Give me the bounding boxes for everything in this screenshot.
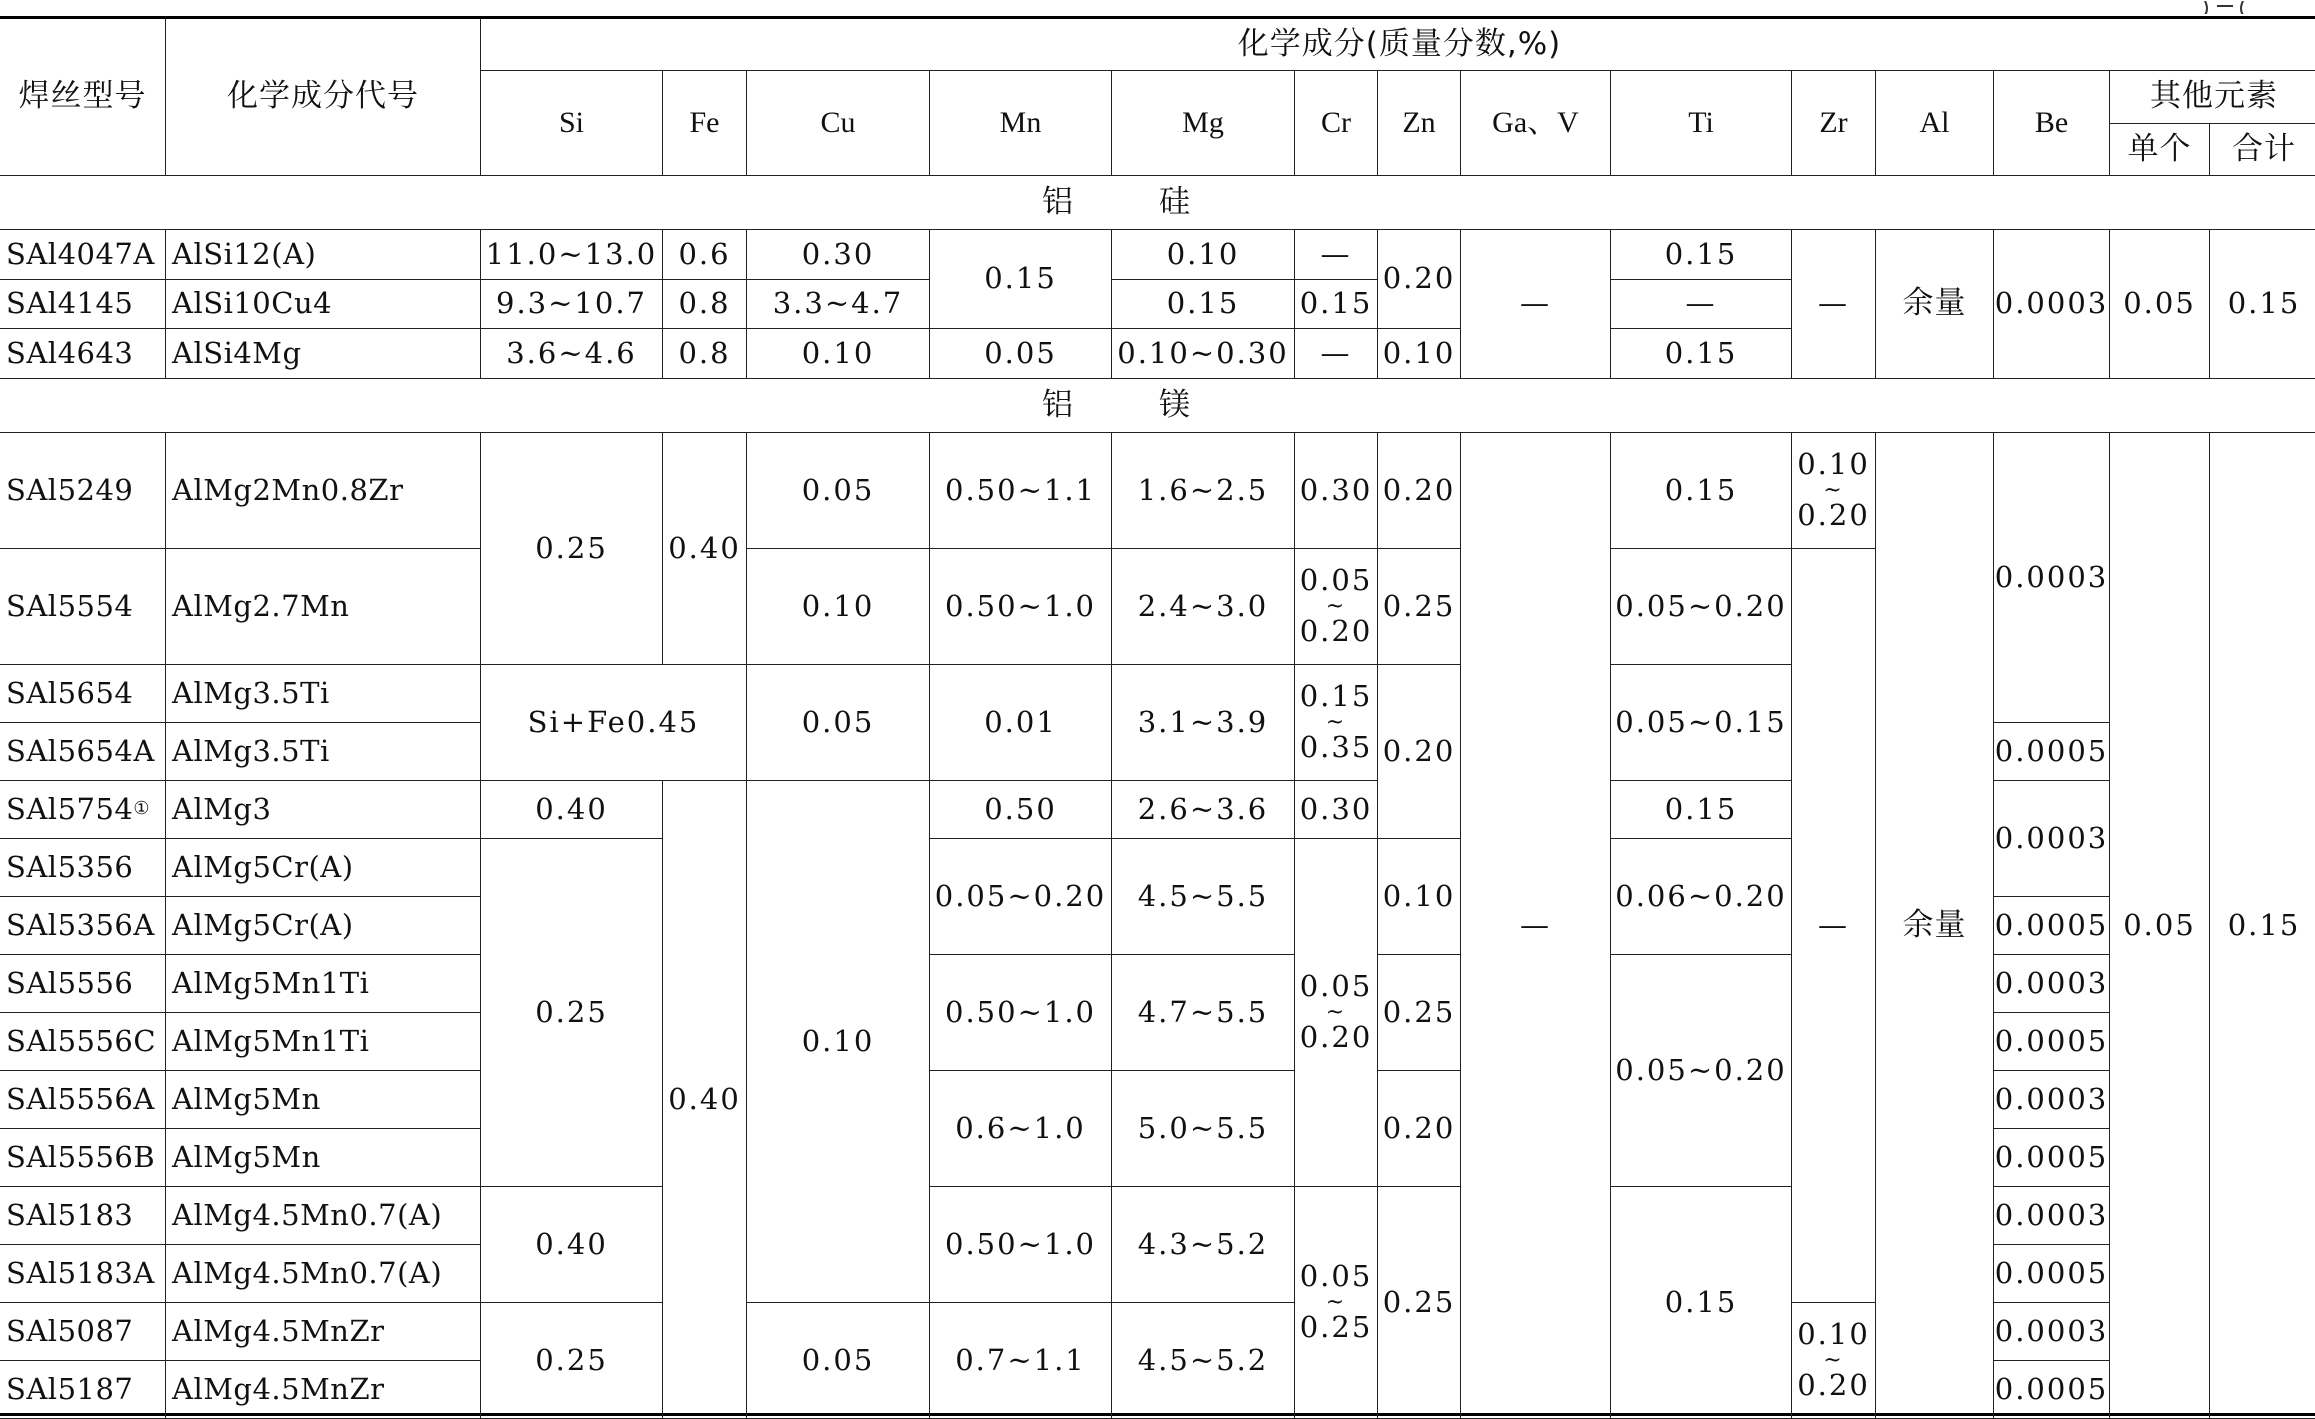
chem-code-cell: AlMg4.5MnZr bbox=[166, 1303, 481, 1361]
cu-value-cell: 0.05 bbox=[747, 1303, 930, 1419]
chem-code-cell: AlMg2Mn0.8Zr bbox=[166, 433, 481, 549]
wire-model-cell: SAl5654A bbox=[0, 723, 166, 781]
range-to: 0.20 bbox=[1797, 498, 1870, 533]
be-value-cell: 0.0003 bbox=[1994, 955, 2110, 1013]
cr-value-cell: 0.30 bbox=[1295, 781, 1378, 839]
range-to: 0.25 bbox=[1299, 1310, 1373, 1345]
chem-code-cell: AlSi12(A) bbox=[166, 230, 481, 280]
header-element-si: Si bbox=[481, 71, 663, 176]
header-element-cu: Cu bbox=[747, 71, 930, 176]
si-value-cell: 0.40 bbox=[481, 781, 663, 839]
zn-value-cell: 0.20 bbox=[1378, 665, 1461, 839]
cr-range-cell bbox=[1295, 549, 1378, 665]
range-from: 0.10 bbox=[1797, 446, 1870, 481]
mn-value-cell: 0.50~1.0 bbox=[930, 955, 1112, 1071]
wire-model-cell: SAl5087 bbox=[0, 1303, 166, 1361]
chem-code-cell: AlMg5Mn1Ti bbox=[166, 955, 481, 1013]
range-from: 0.05 bbox=[1299, 968, 1373, 1003]
be-value-cell: 0.0003 bbox=[1994, 1071, 2110, 1129]
wire-model-cell: SAl4145 bbox=[0, 280, 166, 329]
fe-value-cell: 0.8 bbox=[663, 280, 747, 329]
zr-range-cell bbox=[1792, 433, 1876, 549]
ti-value-cell: 0.05~0.20 bbox=[1611, 955, 1792, 1187]
header-element-ga-v: Ga、V bbox=[1461, 71, 1611, 176]
wire-model-cell: SAl4643 bbox=[0, 329, 166, 379]
other-total-value-cell: 0.15 bbox=[2210, 230, 2315, 379]
cr-range-cell bbox=[1295, 665, 1378, 781]
header-chem-code: 化学成分代号 bbox=[166, 19, 481, 176]
chem-code-cell: AlMg2.7Mn bbox=[166, 549, 481, 665]
fe-value-cell: 0.8 bbox=[663, 329, 747, 379]
be-value-cell: 0.0005 bbox=[1994, 1361, 2110, 1419]
ti-value-cell: 0.15 bbox=[1611, 329, 1792, 379]
be-value-cell: 0.0003 bbox=[1994, 1303, 2110, 1361]
mg-value-cell: 2.4~3.0 bbox=[1112, 549, 1295, 665]
range-separator: ~ bbox=[1325, 1289, 1347, 1315]
range-from: 0.05 bbox=[1299, 1258, 1373, 1293]
chem-code-cell: AlMg5Mn1Ti bbox=[166, 1013, 481, 1071]
mn-value-cell: 0.7~1.1 bbox=[930, 1303, 1112, 1419]
chem-code-cell: AlMg3.5Ti bbox=[166, 665, 481, 723]
zn-value-cell: 0.10 bbox=[1378, 329, 1461, 379]
cropped-text-fragment-icon bbox=[2195, 1, 2315, 14]
chem-code-cell: AlMg3.5Ti bbox=[166, 723, 481, 781]
ti-value-cell: 0.15 bbox=[1611, 230, 1792, 280]
si-fe-combined-cell: Si+Fe0.45 bbox=[481, 665, 747, 781]
range-separator: ~ bbox=[1325, 999, 1347, 1025]
chem-code-cell: AlMg4.5Mn0.7(A) bbox=[166, 1187, 481, 1245]
wire-model-cell: SAl5187 bbox=[0, 1361, 166, 1419]
range-separator: ~ bbox=[1823, 477, 1844, 503]
ti-value-cell: 0.15 bbox=[1611, 433, 1792, 549]
si-value-cell: 0.40 bbox=[481, 1187, 663, 1303]
range-to: 0.20 bbox=[1299, 614, 1373, 649]
cr-value-cell: 0.30 bbox=[1295, 433, 1378, 549]
range-separator: ~ bbox=[1325, 593, 1347, 619]
wire-model-cell: SAl5556C bbox=[0, 1013, 166, 1071]
wire-model-text: SAl5754 bbox=[6, 791, 134, 826]
be-value-cell: 0.0003 bbox=[1994, 230, 2110, 379]
ga-v-value-cell: — bbox=[1461, 230, 1611, 379]
mn-value-cell: 0.50~1.0 bbox=[930, 1187, 1112, 1303]
si-value-cell: 3.6~4.6 bbox=[481, 329, 663, 379]
cr-range-cell bbox=[1295, 1187, 1378, 1419]
header-other-single: 单个 bbox=[2110, 124, 2210, 176]
fe-value-cell: 0.6 bbox=[663, 230, 747, 280]
mg-value-cell: 3.1~3.9 bbox=[1112, 665, 1295, 781]
cu-value-cell: 0.10 bbox=[747, 781, 930, 1303]
mn-value-cell: 0.6~1.0 bbox=[930, 1071, 1112, 1187]
si-value-cell: 11.0~13.0 bbox=[481, 230, 663, 280]
range-from: 0.10 bbox=[1797, 1316, 1870, 1351]
si-value-cell: 0.25 bbox=[481, 839, 663, 1187]
ga-v-value-cell: — bbox=[1461, 433, 1611, 1419]
range-from: 0.15 bbox=[1299, 678, 1373, 713]
cu-value-cell: 0.05 bbox=[747, 665, 930, 781]
mn-value-cell: 0.15 bbox=[930, 230, 1112, 329]
be-value-cell: 0.0003 bbox=[1994, 433, 2110, 723]
mn-value-cell: 0.50~1.1 bbox=[930, 433, 1112, 549]
zn-value-cell: 0.20 bbox=[1378, 1071, 1461, 1187]
cropped-header-fragment bbox=[2195, 0, 2315, 14]
other-total-value-cell: 0.15 bbox=[2210, 433, 2315, 1419]
header-element-fe: Fe bbox=[663, 71, 747, 176]
cr-value-cell: 0.15 bbox=[1295, 280, 1378, 329]
mg-value-cell: 4.5~5.5 bbox=[1112, 839, 1295, 955]
cu-value-cell: 0.10 bbox=[747, 329, 930, 379]
zn-value-cell: 0.20 bbox=[1378, 433, 1461, 549]
zr-value-cell: — bbox=[1792, 230, 1876, 379]
header-wire-model: 焊丝型号 bbox=[0, 19, 166, 176]
wire-model-cell: SAl5183 bbox=[0, 1187, 166, 1245]
mg-value-cell: 4.3~5.2 bbox=[1112, 1187, 1295, 1303]
si-value-cell: 0.25 bbox=[481, 433, 663, 665]
wire-model-cell: SAl5654 bbox=[0, 665, 166, 723]
cr-value-cell: — bbox=[1295, 230, 1378, 280]
header-element-mn: Mn bbox=[930, 71, 1112, 176]
zr-value-cell: — bbox=[1792, 549, 1876, 1303]
be-value-cell: 0.0005 bbox=[1994, 897, 2110, 955]
zn-value-cell: 0.20 bbox=[1378, 230, 1461, 329]
cu-value-cell: 0.05 bbox=[747, 433, 930, 549]
ti-value-cell: 0.05~0.15 bbox=[1611, 665, 1792, 781]
chem-code-cell: AlMg5Mn bbox=[166, 1129, 481, 1187]
header-element-ti: Ti bbox=[1611, 71, 1792, 176]
section-al-si: 铝硅 bbox=[0, 176, 2315, 230]
be-value-cell: 0.0005 bbox=[1994, 1013, 2110, 1071]
cr-range-cell bbox=[1295, 839, 1378, 1187]
mg-value-cell: 0.10~0.30 bbox=[1112, 329, 1295, 379]
fe-value-cell: 0.40 bbox=[663, 781, 747, 1419]
chem-code-cell: AlSi4Mg bbox=[166, 329, 481, 379]
al-balance-cell: 余量 bbox=[1876, 433, 1994, 1419]
be-value-cell: 0.0003 bbox=[1994, 781, 2110, 897]
range-to: 0.20 bbox=[1797, 1368, 1870, 1403]
wire-model-cell: SAl4047A bbox=[0, 230, 166, 280]
chem-code-cell: AlMg5Mn bbox=[166, 1071, 481, 1129]
composition-table bbox=[0, 16, 2315, 1416]
wire-model-cell: SAl5556B bbox=[0, 1129, 166, 1187]
wire-model-cell: SAl5356 bbox=[0, 839, 166, 897]
be-value-cell: 0.0005 bbox=[1994, 723, 2110, 781]
mn-value-cell: 0.50 bbox=[930, 781, 1112, 839]
zn-value-cell: 0.25 bbox=[1378, 549, 1461, 665]
range-from: 0.05 bbox=[1299, 562, 1373, 597]
wire-model-cell: SAl5554 bbox=[0, 549, 166, 665]
cu-value-cell: 0.10 bbox=[747, 549, 930, 665]
cu-value-cell: 3.3~4.7 bbox=[747, 280, 930, 329]
wire-model-cell: SAl5556A bbox=[0, 1071, 166, 1129]
header-element-cr: Cr bbox=[1295, 71, 1378, 176]
be-value-cell: 0.0003 bbox=[1994, 1187, 2110, 1245]
zr-range-cell bbox=[1792, 1303, 1876, 1419]
header-element-zn: Zn bbox=[1378, 71, 1461, 176]
range-to: 0.35 bbox=[1299, 730, 1373, 765]
zn-value-cell: 0.10 bbox=[1378, 839, 1461, 955]
ti-value-cell: 0.15 bbox=[1611, 781, 1792, 839]
mg-value-cell: 4.7~5.5 bbox=[1112, 955, 1295, 1071]
mg-value-cell: 4.5~5.2 bbox=[1112, 1303, 1295, 1419]
range-separator: ~ bbox=[1823, 1347, 1844, 1373]
section-al-mg: 铝镁 bbox=[0, 379, 2315, 433]
header-other-elements: 其他元素 bbox=[2110, 71, 2315, 124]
header-other-total: 合计 bbox=[2210, 124, 2315, 176]
be-value-cell: 0.0005 bbox=[1994, 1245, 2110, 1303]
ti-value-cell: — bbox=[1611, 280, 1792, 329]
ti-value-cell: 0.05~0.20 bbox=[1611, 549, 1792, 665]
chem-code-cell: AlSi10Cu4 bbox=[166, 280, 481, 329]
chem-code-cell: AlMg4.5MnZr bbox=[166, 1361, 481, 1419]
chem-code-cell: AlMg4.5Mn0.7(A) bbox=[166, 1245, 481, 1303]
chem-code-cell: AlMg3 bbox=[166, 781, 481, 839]
range-separator: ~ bbox=[1325, 709, 1347, 735]
mn-value-cell: 0.01 bbox=[930, 665, 1112, 781]
mg-value-cell: 5.0~5.5 bbox=[1112, 1071, 1295, 1187]
cu-value-cell: 0.30 bbox=[747, 230, 930, 280]
mg-value-cell: 0.15 bbox=[1112, 280, 1295, 329]
mn-value-cell: 0.05~0.20 bbox=[930, 839, 1112, 955]
si-value-cell: 9.3~10.7 bbox=[481, 280, 663, 329]
ti-value-cell: 0.15 bbox=[1611, 1187, 1792, 1419]
al-balance-cell: 余量 bbox=[1876, 230, 1994, 379]
chem-code-cell: AlMg5Cr(A) bbox=[166, 897, 481, 955]
be-value-cell: 0.0005 bbox=[1994, 1129, 2110, 1187]
footnote-marker: ① bbox=[133, 798, 151, 820]
mg-value-cell: 0.10 bbox=[1112, 230, 1295, 280]
other-single-value-cell: 0.05 bbox=[2110, 433, 2210, 1419]
mn-value-cell: 0.05 bbox=[930, 329, 1112, 379]
header-element-zr: Zr bbox=[1792, 71, 1876, 176]
mg-value-cell: 1.6~2.5 bbox=[1112, 433, 1295, 549]
cr-value-cell: — bbox=[1295, 329, 1378, 379]
wire-model-cell: SAl5183A bbox=[0, 1245, 166, 1303]
other-single-value-cell: 0.05 bbox=[2110, 230, 2210, 379]
header-element-be: Be bbox=[1994, 71, 2110, 176]
chem-code-cell: AlMg5Cr(A) bbox=[166, 839, 481, 897]
ti-value-cell: 0.06~0.20 bbox=[1611, 839, 1792, 955]
si-value-cell: 0.25 bbox=[481, 1303, 663, 1419]
wire-model-cell bbox=[0, 781, 166, 839]
mn-value-cell: 0.50~1.0 bbox=[930, 549, 1112, 665]
mg-value-cell: 2.6~3.6 bbox=[1112, 781, 1295, 839]
wire-model-cell: SAl5249 bbox=[0, 433, 166, 549]
fe-value-cell: 0.40 bbox=[663, 433, 747, 665]
header-element-mg: Mg bbox=[1112, 71, 1295, 176]
zn-value-cell: 0.25 bbox=[1378, 1187, 1461, 1419]
wire-model-cell: SAl5556 bbox=[0, 955, 166, 1013]
wire-model-cell: SAl5356A bbox=[0, 897, 166, 955]
header-composition: 化学成分(质量分数,%) bbox=[481, 19, 2315, 71]
zn-value-cell: 0.25 bbox=[1378, 955, 1461, 1071]
range-to: 0.20 bbox=[1299, 1020, 1373, 1055]
header-element-al: Al bbox=[1876, 71, 1994, 176]
